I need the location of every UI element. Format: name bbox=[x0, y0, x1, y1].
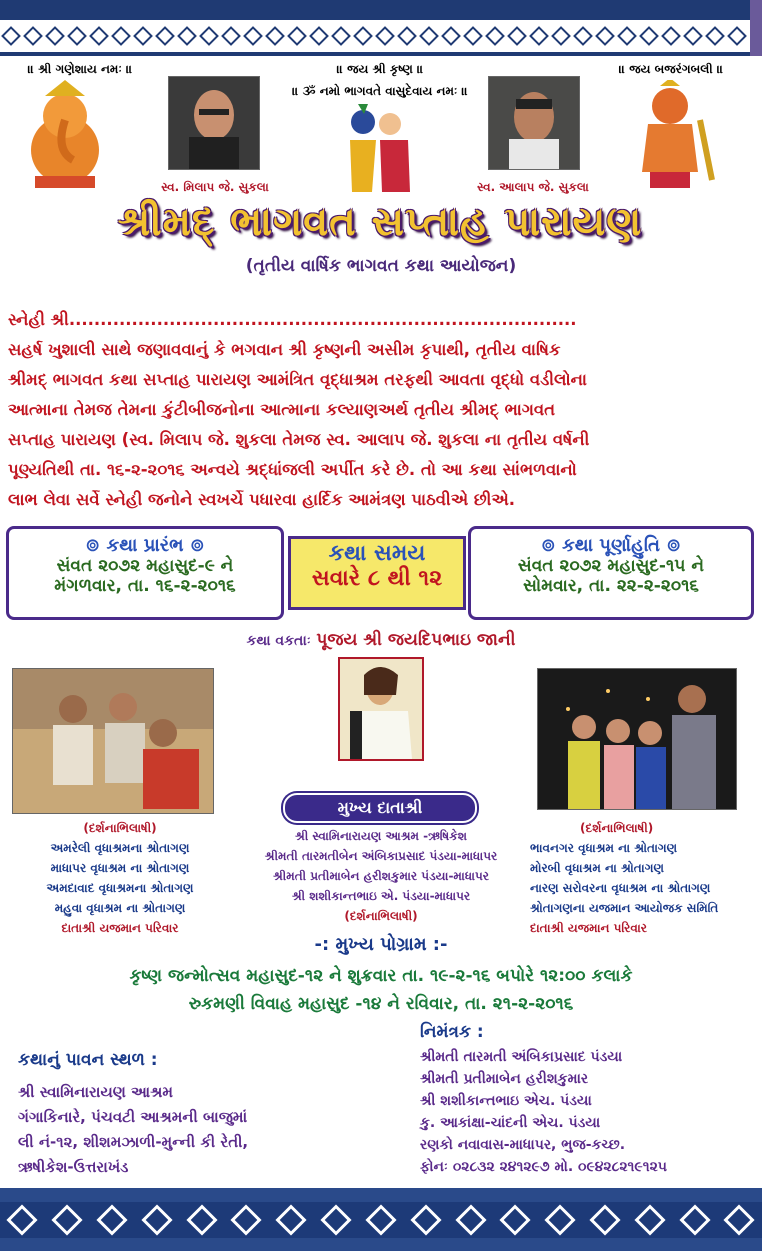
venue-line: ગંગાકિનારે, પંચવટી આશ્રમની બાજુમાં bbox=[18, 1108, 248, 1126]
right-line: નારણ સરોવરના વૃધાશ્રમ ના શ્રોતાગણ bbox=[530, 881, 711, 895]
venue-line: ઋષીકેશ-ઉત્તરાખંડ bbox=[18, 1158, 129, 1176]
group-photo-left bbox=[12, 668, 214, 814]
ganesha-image bbox=[10, 80, 120, 190]
donor-line: શ્રીમતી તારમતીબેન અંબિકાપ્રસાદ પંડયા-માધાપર bbox=[264, 849, 498, 863]
invocation-hanuman: ॥ જય બજરંગબલી ॥ bbox=[618, 62, 724, 76]
caption-milap: સ્વ. મિલાપ જે. સુકલા bbox=[161, 180, 269, 194]
invitation-line: પૂણ્યતિથી તા. ૧૬-૨-૨૦૧૬ અન્વયે શ્રદ્ધાંજલી અર્પીત કરે છે. તો આ કથા સાંભળવાનો bbox=[8, 460, 577, 479]
program-line-1: કૃષ્ણ જન્મોત્સવ મહાસુદ-૧૨ ને શુક્રવાર તા. ૧૯-૨-૧૬ બપોરે ૧૨:૦૦ કલાકે bbox=[129, 966, 633, 986]
left-attendees bbox=[0, 818, 240, 938]
speaker-photo bbox=[338, 657, 424, 761]
left-line: અમદાવાદ વૃધાશ્રમના શ્રોતાગણ bbox=[46, 881, 194, 895]
caption-alap: સ્વ. આલાપ જે. સુકલા bbox=[477, 180, 589, 194]
inviters-heading: નિમંત્રક : bbox=[420, 1022, 484, 1042]
salutation: સ્નેહી શ્રી................................................................................. bbox=[8, 310, 577, 329]
left-line: માધાપર વૃધાશ્રમ ના શ્રોતાગણ bbox=[50, 861, 190, 875]
katha-end-box bbox=[468, 526, 754, 620]
left-heading: (દર્શનાભિલાષી) bbox=[83, 821, 157, 835]
time-value: સવારે ૮ થી ૧૨ bbox=[311, 566, 443, 591]
bottom-border-pattern bbox=[0, 1202, 762, 1238]
memorial-photo-milap bbox=[168, 76, 260, 170]
start-date: મંગળવાર, તા. ૧૬-૨-૨૦૧૬ bbox=[54, 576, 236, 596]
invitation-line: સપ્તાહ પારાયણ (સ્વ. મિલાપ જે. શુકલા તેમજ સ્વ. આલાપ જે. શુકલા ના તૃતીય વર્ષની bbox=[8, 430, 590, 449]
invitation-line: શ્રીમદ્ ભાગવત કથા સપ્તાહ પારાયણ આમંત્રિત વૃદ્ધાશ્રમ તરફથી આવતા વૃદ્ધો વડીલોના bbox=[8, 370, 587, 389]
top-border-pattern bbox=[0, 18, 750, 54]
inviter-line: શ્રીમતી તારમતી અંબિકાપ્રસાદ પંડયા bbox=[420, 1049, 623, 1065]
venue-heading: કથાનું પાવન સ્થળ : bbox=[18, 1050, 158, 1070]
time-heading: કથા સમય bbox=[328, 541, 426, 566]
main-donor-badge: મુખ્ય દાતાશ્રી bbox=[283, 793, 477, 823]
start-heading: ⊚ કથા પ્રારંભ ⊚ bbox=[85, 535, 205, 556]
invocation-vasudeva: ॥ ૐ નમો ભાગવતે વાસુદેવાય નમઃ ॥ bbox=[292, 84, 468, 98]
venue-line: શ્રી સ્વામિનારાયણ આશ્રમ bbox=[18, 1083, 173, 1101]
memorial-photo-alap bbox=[488, 76, 580, 170]
diamond-motif bbox=[0, 29, 748, 43]
center-donors bbox=[222, 826, 540, 926]
invocation-ganesha: ॥ શ્રી ગણેશાય નમઃ ॥ bbox=[27, 62, 133, 76]
invocation-krishna: ॥ જય શ્રી કૃષ્ણ ॥ bbox=[336, 62, 424, 76]
page-title: શ્રીમદ્ ભાગવત સપ્તાહ પારાયણ bbox=[117, 198, 643, 245]
venue-block bbox=[18, 1050, 408, 1180]
right-line: શ્રોતાગણના યજમાન આયોજક સમિતિ bbox=[530, 901, 719, 915]
top-border-corner bbox=[750, 0, 762, 56]
bottom-border-band bbox=[0, 1188, 762, 1251]
left-line: મહુવા વૃધાશ્રમ ના શ્રોતાગણ bbox=[54, 901, 186, 915]
right-line: મોરબી વૃધાશ્રમ ના શ્રોતાગણ bbox=[530, 861, 664, 875]
venue-line: લી નં-૧૨, શીશમઝાળી-મુન્ની કી રેતી, bbox=[18, 1133, 249, 1151]
inviter-line: શ્રીમતી પ્રતીમાબેન હરીશકુમાર bbox=[420, 1071, 589, 1087]
inviters-block bbox=[420, 1022, 760, 1178]
donor-line: શ્રી સ્વામિનારાયણ આશ્રમ -ઋષિકેશ bbox=[295, 829, 467, 843]
end-date: સોમવાર, તા. ૨૨-૨-૨૦૧૬ bbox=[523, 576, 699, 596]
start-line: સંવત ૨૦૭૨ મહાસુદ-૯ ને bbox=[56, 556, 234, 576]
invitation-line: આત્માના તેમજ તેમના કુંટીબીજનોના આત્માના કલ્યાણઅર્થ તૃતીય શ્રીમદ્ ભાગવત bbox=[8, 400, 556, 419]
invitation-line: લાભ લેવા સર્વે સ્નેહી જનોને સ્વખર્ચે પધારવા હાર્દિક આમંત્રણ પાઠવીએ છીએ. bbox=[8, 490, 516, 509]
krishna-image bbox=[328, 100, 428, 196]
right-last-line: દાતાશ્રી યજમાન પરિવાર bbox=[530, 921, 647, 935]
katha-start-box bbox=[6, 526, 284, 620]
speaker-label: કથા વકતાઃ bbox=[246, 633, 311, 649]
inviter-phone: ફોનઃ ૦૨૮૩૨ ૨૪૧૨૯૭ મો. ૦૯૪૨૮૨૧૯૧૨૫ bbox=[420, 1159, 667, 1175]
invitation-line: સહર્ષ ખુશાલી સાથે જણાવવાનું કે ભગવાન શ્રી કૃષ્ણની અસીમ કૃપાથી, તૃતીય વાષિક bbox=[8, 340, 561, 359]
right-attendees bbox=[530, 818, 762, 938]
program-heading: -: મુખ્ય પોગ્રામ :- bbox=[314, 934, 448, 955]
speaker-name: પૂજય શ્રી જયદિપભાઇ જાની bbox=[316, 630, 516, 650]
group-photo-right bbox=[537, 668, 737, 810]
inviter-line: કુ. આકાંક્ષા-ચાંદની એચ. પંડયા bbox=[420, 1115, 601, 1131]
top-border-band bbox=[0, 0, 762, 56]
left-last-line: દાતાશ્રી યજમાન પરિવાર bbox=[61, 921, 179, 935]
katha-time-box bbox=[288, 536, 466, 610]
program-line-2: રુકમણી વિવાહ મહાસુદ -૧૪ ને રવિવાર, તા. ૨૧-૨-૨૦૧૬ bbox=[188, 994, 574, 1014]
donor-line: શ્રીમતી પ્રતીમાબેન હરીશકુમાર પંડયા-માધાપર bbox=[273, 869, 489, 883]
center-footer: (દર્શનાભિલાષી) bbox=[344, 909, 418, 923]
hanuman-image bbox=[620, 80, 720, 192]
donor-line: શ્રી શશીકાન્તભાઇ એ. પંડયા-માધાપર bbox=[291, 889, 471, 903]
end-line: સંવત ૨૦૭૨ મહાસુદ-૧૫ ને bbox=[517, 556, 705, 576]
inviter-line: શ્રી શશીકાન્તભાઇ એચ. પંડયા bbox=[420, 1093, 592, 1109]
right-line: ભાવનગર વૃધાશ્રમ ના શ્રોતાગણ bbox=[530, 841, 678, 855]
right-heading: (દર્શનાભિલાષી) bbox=[580, 821, 654, 835]
invitation-text bbox=[8, 305, 754, 515]
inviter-address: રણકો નવાવાસ-માધાપર, ભુજ-કચ્છ. bbox=[420, 1137, 626, 1153]
page-subtitle: (તૃતીય વાર્ષિક ભાગવત કથા આયોજન) bbox=[245, 256, 517, 276]
speaker-line bbox=[0, 630, 762, 650]
end-heading: ⊚ કથા પૂર્ણાહુતિ ⊚ bbox=[540, 535, 682, 556]
left-line: અમરેલી વૃધાશ્રમના શ્રોતાગણ bbox=[50, 841, 190, 855]
